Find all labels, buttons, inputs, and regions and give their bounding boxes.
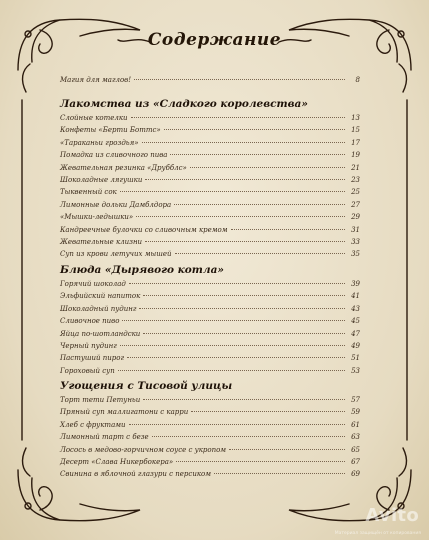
toc-row-page: 31 (351, 225, 360, 234)
toc-row-page: 59 (351, 408, 360, 417)
toc-row-title: Хлеб с фруктами (60, 420, 126, 429)
toc-row (60, 330, 360, 342)
leader-dots (120, 191, 345, 192)
toc-row-title: Эльфийский напиток (60, 292, 141, 301)
leader-dots (136, 216, 345, 217)
leader-dots (214, 473, 345, 474)
toc-row (60, 213, 360, 225)
toc-row (60, 342, 360, 354)
intro-entry (60, 76, 360, 88)
leader-dots (129, 424, 345, 425)
toc-row-page: 29 (351, 213, 360, 222)
toc-row-page: 19 (351, 151, 360, 160)
leader-dots (170, 154, 345, 155)
toc-row (60, 201, 360, 213)
section-privet-drive (60, 380, 360, 483)
leader-dots (152, 436, 345, 437)
toc-row-title: «Тараканьи гроздья» (60, 138, 139, 147)
toc-row-title: Лосось в медово-горчичном соусе с укропом (60, 445, 227, 454)
leader-dots (231, 229, 345, 230)
toc-row-title: Свинина в яблочной глазури с персиком (60, 470, 212, 479)
leader-dots (120, 345, 345, 346)
toc-row (60, 139, 360, 151)
toc-row (60, 458, 360, 470)
toc-row-title: Шоколадные лягушки (60, 175, 143, 184)
leader-dots (175, 253, 345, 254)
toc-row-page: 49 (351, 341, 360, 350)
toc-row (60, 433, 360, 445)
toc-row-title: Лимонные дольки Дамблдора (60, 200, 172, 209)
toc-row-page: 51 (351, 354, 360, 363)
toc-row-title: Магия для маглов! (60, 76, 132, 84)
toc-row-title: Пастуший пирог (60, 354, 125, 363)
toc-row (60, 421, 360, 433)
avito-watermark-logo: Avito (365, 505, 419, 526)
toc-row-title: Суп из крови летучих мышей (60, 250, 172, 259)
leader-dots (142, 142, 345, 143)
toc-row (60, 446, 360, 458)
toc-row-title: Жевательные клизни (60, 237, 143, 246)
leader-dots (190, 167, 345, 168)
leader-dots (143, 295, 345, 296)
toc-row-title: Горячий шоколад (60, 280, 126, 288)
toc-row (60, 470, 360, 482)
toc-row (60, 176, 360, 188)
toc-row-page: 41 (351, 292, 360, 301)
leader-dots (145, 241, 345, 242)
section-title: Угощения с Тисовой улицы (60, 380, 233, 392)
toc-row-page: 21 (351, 163, 360, 172)
leader-dots (164, 129, 345, 130)
leader-dots (191, 411, 345, 412)
toc-row-page: 45 (351, 317, 360, 326)
toc-row-page: 25 (351, 188, 360, 197)
toc-row (60, 292, 360, 304)
toc-row-title: Тыквенный сок (60, 188, 117, 197)
toc-row (60, 226, 360, 238)
toc-row-page: 27 (351, 200, 360, 209)
toc-row-page: 57 (351, 396, 360, 404)
toc-row-page: 39 (351, 280, 360, 288)
toc-row-title: Конфеты «Берти Боттс» (60, 126, 161, 135)
leader-dots (122, 320, 345, 321)
toc-row-title: Жевательная резинка «Друбблс» (60, 163, 187, 172)
section-leaky-cauldron (60, 264, 360, 379)
toc-row (60, 238, 360, 250)
toc-row-page: 47 (351, 329, 360, 338)
toc-row (60, 367, 360, 379)
leader-dots (176, 461, 345, 462)
leader-dots (143, 333, 345, 334)
toc-row-page: 65 (351, 445, 360, 454)
toc-row-title: Торт тети Петуньи (60, 396, 141, 404)
toc-row-page: 13 (351, 114, 360, 122)
toc-row-title: «Мышки-ледышки» (60, 213, 134, 222)
leader-dots (134, 79, 345, 80)
toc-row-title: Яйца по-шотландски (60, 329, 141, 338)
toc-row (60, 396, 360, 408)
toc-row-page: 15 (351, 126, 360, 135)
toc-row-page: 35 (351, 250, 360, 259)
toc-row-title: Шоколадный пудинг (60, 304, 137, 313)
leader-dots (131, 117, 345, 118)
toc-row-title: Слойные котелки (60, 114, 128, 122)
toc-row-title: Лимонный тарт с безе (60, 433, 149, 442)
toc-row-page: 23 (351, 175, 360, 184)
leader-dots (129, 283, 345, 284)
watermark-note: Материал защищён от копирования (334, 531, 421, 536)
toc-row-page: 67 (351, 457, 360, 466)
leader-dots (143, 399, 345, 400)
toc-row-title: Черный пудинг (60, 341, 117, 350)
toc-row (60, 76, 360, 88)
toc-row-title: Кандреечные булочки со сливочным кремом (60, 225, 228, 234)
toc-row (60, 114, 360, 126)
toc-row-page: 63 (351, 433, 360, 442)
toc-row-page: 33 (351, 237, 360, 246)
toc-row-page: 61 (351, 420, 360, 429)
toc-row-page: 43 (351, 304, 360, 313)
toc-row-title: Гороховый суп (60, 366, 115, 375)
toc-row (60, 354, 360, 366)
toc-row (60, 280, 360, 292)
toc-row (60, 126, 360, 138)
toc-row (60, 164, 360, 176)
toc-row (60, 250, 360, 262)
toc-row (60, 151, 360, 163)
toc-row-title: Пряный суп маллигатони с карри (60, 408, 189, 417)
leader-dots (145, 179, 345, 180)
leader-dots (139, 308, 345, 309)
toc-row (60, 305, 360, 317)
section-title: Блюда «Дырявого котла» (60, 264, 224, 276)
leader-dots (229, 449, 345, 450)
toc-row-page: 69 (351, 470, 360, 479)
section-title: Лакомства из «Сладкого королевства» (60, 98, 308, 110)
leader-dots (127, 357, 345, 358)
toc-row-title: Помадка из сливочного пива (60, 151, 168, 160)
toc-row (60, 188, 360, 200)
leader-dots (118, 370, 345, 371)
toc-row-title: Сливочное пиво (60, 317, 120, 326)
toc-row-page: 17 (351, 138, 360, 147)
toc-row (60, 317, 360, 329)
toc-row (60, 408, 360, 420)
toc-row-page: 53 (351, 366, 360, 375)
page-title: Содержание (147, 30, 282, 50)
toc-row-title: Десерт «Слава Никербокера» (60, 457, 174, 466)
section-sweets (60, 98, 360, 263)
toc-row-page: 8 (355, 76, 360, 84)
leader-dots (174, 204, 345, 205)
